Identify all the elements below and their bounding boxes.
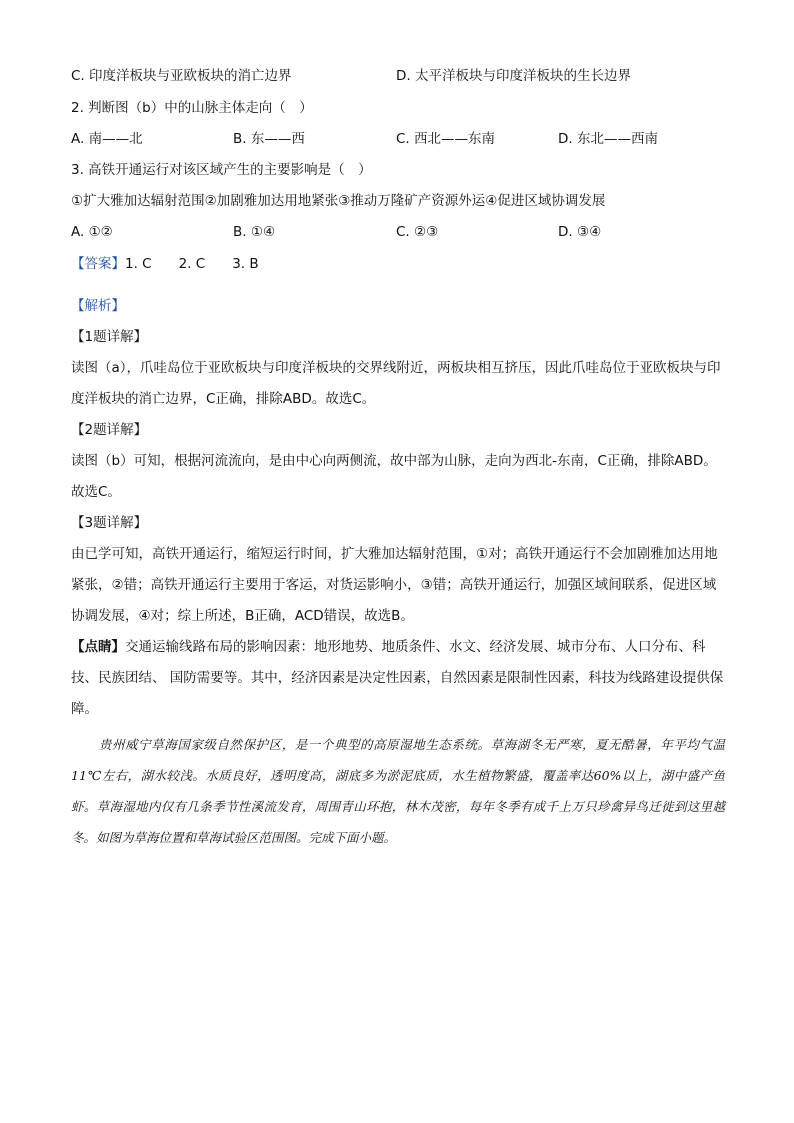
detail-2-label: 【2题详解】: [71, 422, 148, 438]
detail-1-text: 读图（a），爪哇岛位于亚欧板块与印度洋板块的交界线附近，两板块相互挤压，因此爪哇岛位于亚欧板块与印度洋板块的消亡边界，C正确，排除ABD。故选C。: [71, 360, 721, 407]
detail-1-label: 【1题详解】: [71, 329, 148, 345]
answer-label: 【答案】: [71, 256, 125, 272]
tip-label: 【点睛】: [71, 639, 125, 655]
detail-3-label: 【3题详解】: [71, 515, 148, 531]
q3-stem: 3. 高铁开通运行对该区域产生的主要影响是（ ）: [71, 162, 372, 178]
q3-statements: ①扩大雅加达辐射范围②加剧雅加达用地紧张③推动万隆矿产资源外运④促进区域协调发展: [71, 193, 606, 209]
q2-option-c: C. 西北——东南: [396, 131, 496, 147]
q1-option-c: C. 印度洋板块与亚欧板块的消亡边界: [71, 68, 292, 84]
answer-line: [71, 254, 259, 274]
detail-2-text: 读图（b）可知，根据河流流向，是由中心向两侧流，故中部为山脉，走向为西北-东南，C正确，排除ABD。故选C。: [71, 453, 717, 500]
q1-option-d: D. 太平洋板块与印度洋板块的生长边界: [396, 68, 631, 84]
answer-text: 1. C 2. C 3. B: [125, 256, 259, 272]
reading-passage: 贵州威宁草海国家级自然保护区，是一个典型的高原湿地生态系统。草海湖冬无严寒，夏无酷暑，年平均气温11℃左右，湖水较浅。水质良好，透明度高，湖底多为淤泥底质，水生植物繁盛，覆盖率达60%以上，湖中盛产鱼虾。草海湿地内仅有几条季节性溪流发育，周围青山环抱，林木茂密，每年冬季有成千上万只珍禽异鸟迁徙到这里越冬。如图为草海位置和草海试验区范围图。完成下面小题。: [71, 737, 725, 845]
q3-option-b: B. ①④: [233, 224, 276, 240]
q2-option-a: A. 南——北: [71, 131, 143, 147]
tip-block: [71, 632, 725, 725]
q2-option-d: D. 东北——西南: [558, 131, 658, 147]
q3-option-a: A. ①②: [71, 224, 113, 240]
analysis-label: 【解析】: [71, 298, 125, 314]
detail-3-text: 由已学可知，高铁开通运行，缩短运行时间，扩大雅加达辐射范围，①对；高铁开通运行不会加剧雅加达用地紧张，②错；高铁开通运行主要用于客运，对货运影响小，③错；高铁开通运行，加强区域间联系，促进区域协调发展，④对；综上所述，B正确，ACD错误，故选B。: [71, 546, 718, 624]
q2-stem: 2. 判断图（b）中的山脉主体走向（ ）: [71, 100, 313, 116]
q2-option-b: B. 东——西: [233, 131, 305, 147]
q3-option-c: C. ②③: [396, 224, 439, 240]
tip-text: 交通运输线路布局的影响因素：地形地势、地质条件、水文、经济发展、城市分布、人口分布、科技、民族团结、 国防需要等。其中，经济因素是决定性因素，自然因素是限制性因素，科技为线路建设提供保障。: [71, 639, 724, 717]
q3-option-d: D. ③④: [558, 224, 602, 240]
